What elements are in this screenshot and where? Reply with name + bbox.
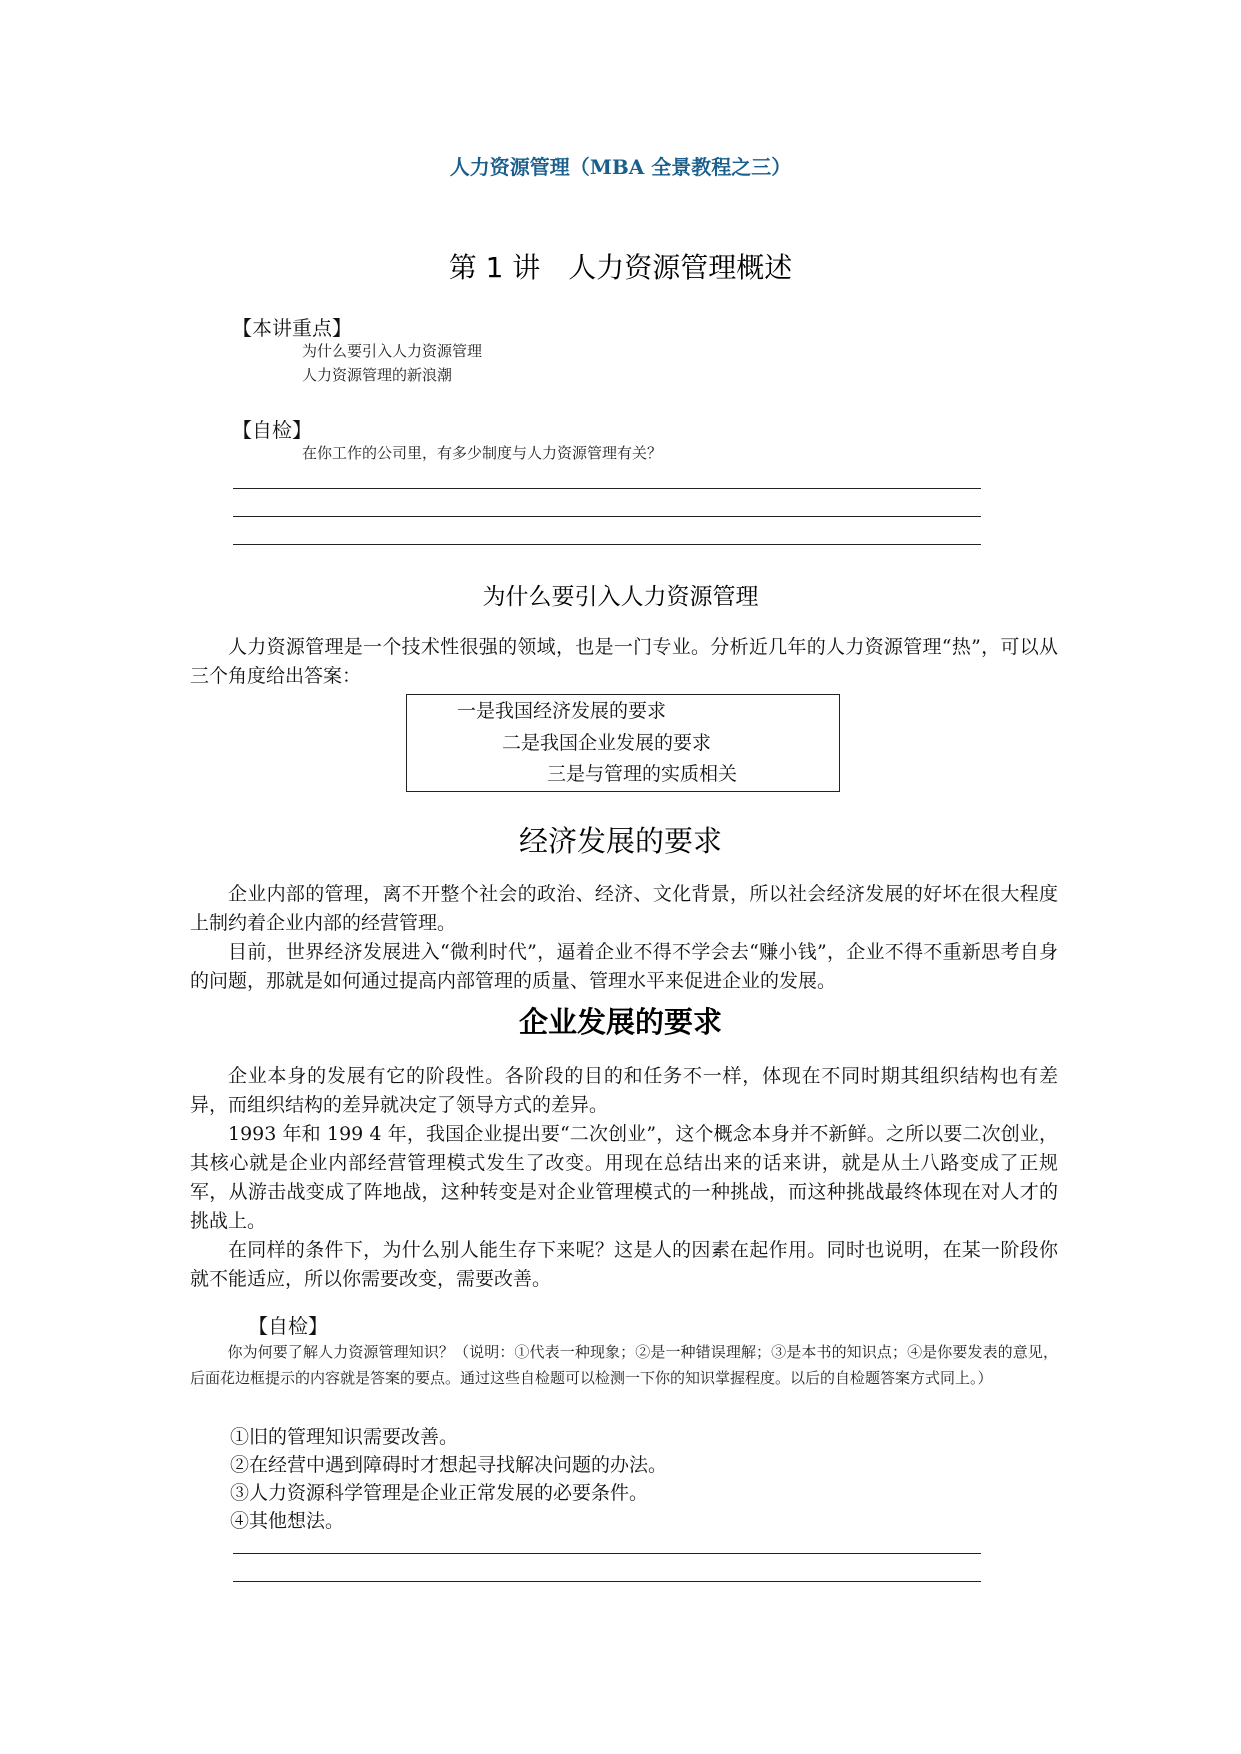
paragraph: 在同样的条件下，为什么别人能生存下来呢？这是人的因素在起作用。同时也说明，在某一阶段你就不能适应，所以你需要改变，需要改善。 bbox=[190, 1239, 1058, 1290]
answer-line bbox=[233, 544, 981, 545]
answer-box bbox=[406, 694, 840, 792]
self-check-note bbox=[190, 1339, 1058, 1391]
key-point-item: 为什么要引入人力资源管理 bbox=[302, 342, 483, 360]
key-point-item: 人力资源管理的新浪潮 bbox=[302, 366, 453, 384]
answer-option: ③人力资源科学管理是企业正常发展的必要条件。 bbox=[230, 1482, 649, 1504]
paragraph: 目前，世界经济发展进入“微利时代”，逼着企业不得不学会去“赚小钱”，企业不得不重新思考自身的问题，那就是如何通过提高内部管理的质量、管理水平来促进企业的发展。 bbox=[190, 941, 1058, 992]
paragraph: 企业内部的管理，离不开整个社会的政治、经济、文化背景，所以社会经济发展的好坏在很大程度上制约着企业内部的经营管理。 bbox=[190, 883, 1058, 934]
self-check-label: 【自检】 bbox=[232, 418, 312, 442]
answer-option: ①旧的管理知识需要改善。 bbox=[230, 1426, 459, 1448]
answer-option: ④其他想法。 bbox=[230, 1510, 345, 1532]
paragraph: 人力资源管理是一个技术性很强的领域，也是一门专业。分析近几年的人力资源管理“热”，可以从三个角度给出答案： bbox=[190, 636, 1058, 687]
answer-line bbox=[233, 516, 981, 517]
self-check-label: 【自检】 bbox=[248, 1314, 328, 1338]
intro-paragraph bbox=[190, 633, 1058, 691]
box-line: 二是我国企业发展的要求 bbox=[502, 732, 712, 754]
paragraph: 1993 年和 199 4 年，我国企业提出要“二次创业”，这个概念本身并不新鲜。之所以要二次创业，其核心就是企业内部经营管理模式发生了改变。用现在总结出来的话来讲，就是从土八路变成了正规军，从游击战变成了阵地战，这种转变是对企业管理模式的一种挑战，而这种挑战最终体现在对人才的挑战上。 bbox=[190, 1123, 1058, 1232]
section-heading: 经济发展的要求 bbox=[518, 824, 722, 858]
box-line: 一是我国经济发展的要求 bbox=[457, 700, 667, 722]
box-line: 三是与管理的实质相关 bbox=[547, 763, 738, 785]
answer-line bbox=[233, 488, 981, 489]
note-text: 你为何要了解人力资源管理知识？（说明：①代表一种现象；②是一种错误理解；③是本书的知识点；④是你要发表的意见，后面花边框提示的内容就是答案的要点。通过这些自检题可以检测一下你的知识掌握程度。以后的自检题答案方式同上。） bbox=[190, 1343, 1058, 1387]
lecture-title: 第 1 讲 人力资源管理概述 bbox=[448, 251, 793, 284]
section-heading: 为什么要引入人力资源管理 bbox=[482, 584, 759, 610]
answer-line bbox=[233, 1553, 981, 1554]
answer-line bbox=[233, 1581, 981, 1582]
self-check-question: 在你工作的公司里，有多少制度与人力资源管理有关？ bbox=[302, 444, 663, 462]
section-heading: 企业发展的要求 bbox=[518, 1005, 722, 1039]
economy-paragraphs bbox=[190, 880, 1058, 996]
document-title: 人力资源管理（MBA 全景教程之三） bbox=[449, 155, 792, 179]
answer-option: ②在经营中遇到障碍时才想起寻找解决问题的办法。 bbox=[230, 1454, 668, 1476]
paragraph: 企业本身的发展有它的阶段性。各阶段的目的和任务不一样，体现在不同时期其组织结构也有差异，而组织结构的差异就决定了领导方式的差异。 bbox=[190, 1065, 1058, 1116]
enterprise-paragraphs bbox=[190, 1062, 1058, 1294]
key-points-label: 【本讲重点】 bbox=[232, 316, 352, 340]
